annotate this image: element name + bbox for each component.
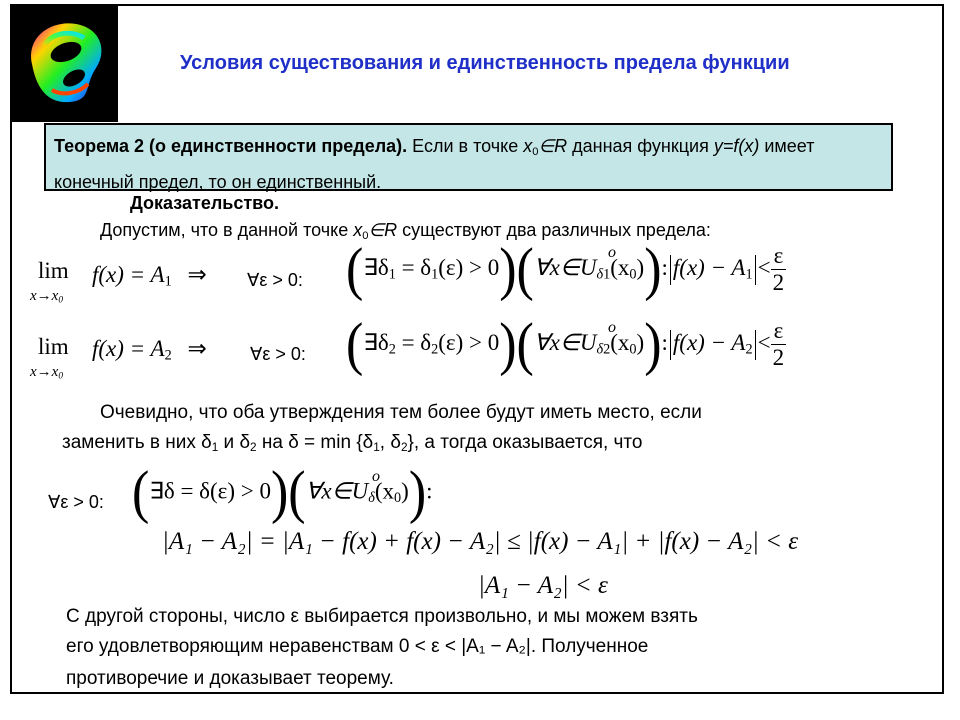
obv-text: на δ = min {δ — [256, 432, 374, 453]
limit-1 — [38, 258, 69, 284]
obv-text: заменить в них δ — [62, 432, 212, 453]
paren: ) — [270, 459, 289, 526]
paren: ) — [499, 236, 517, 302]
suppose-in-r: ∈R — [368, 220, 398, 240]
paren: ( — [346, 236, 364, 302]
implies-symbol: ⇒ — [187, 336, 207, 361]
forall-1: ∀ε > 0: — [247, 270, 303, 290]
lim-a-sub: 2 — [164, 347, 172, 364]
x0-sub: 0 — [629, 266, 637, 283]
delta-sub: 1 — [431, 266, 439, 283]
x0: (x — [374, 478, 395, 504]
abs-sub: 2 — [745, 341, 753, 358]
x0: (x — [610, 329, 630, 355]
close: ) — [636, 329, 645, 355]
limit-2 — [38, 334, 69, 360]
u-sub: δ — [596, 341, 604, 358]
exists-delta: ∃δ = δ(ε) > 0 — [149, 478, 271, 504]
exists-delta: ∃δ — [363, 329, 389, 355]
obv-sub: 1 — [373, 440, 380, 454]
lim-under-sub: 0 — [58, 371, 63, 382]
exists-delta: ∃δ — [363, 254, 389, 280]
theorem-heading: Теорема 2 (о единственности предела). — [54, 136, 408, 156]
frac-den: 2 — [772, 345, 785, 370]
result-inequality: |A₁ − A₂| < ε — [478, 572, 608, 599]
paren: ( — [516, 236, 534, 302]
theorem-text: данная функция — [567, 136, 714, 156]
paren: ) — [644, 236, 662, 302]
suppose-text: существуют два различных предела: — [397, 220, 711, 240]
fraction — [771, 318, 787, 371]
condition-3 — [132, 459, 433, 526]
suppose-x-sub: 0 — [362, 229, 369, 242]
theorem-text: имеет конечный предел, то он единственный. — [54, 136, 815, 192]
paren: ) — [408, 459, 427, 526]
theorem-box — [44, 123, 893, 191]
u-sub: δ — [596, 266, 604, 283]
abs-sub: 1 — [745, 266, 753, 283]
conclusion-line-3: противоречие и доказывает теорему. — [66, 668, 394, 689]
paren: ( — [516, 311, 534, 377]
less-than: < — [757, 254, 771, 280]
delta-sub: 2 — [388, 341, 396, 358]
paren: ) — [499, 311, 517, 377]
u-subsub: 2 — [603, 341, 611, 358]
obv-sub: 2 — [250, 440, 257, 454]
limit-1-under — [30, 288, 63, 305]
lim-operator: lim — [38, 258, 69, 283]
frac-num: ε — [771, 243, 787, 270]
abs-bar — [755, 255, 756, 285]
colon: : — [426, 478, 433, 504]
theorem-text: Если в точке — [407, 136, 524, 156]
fraction — [771, 243, 787, 296]
u-overcircle: o — [608, 319, 616, 336]
x0-sub: 0 — [394, 489, 402, 506]
obviously-line-1: Очевидно, что оба утверждения тем более будут иметь место, если — [100, 402, 702, 423]
suppose-x: x — [353, 220, 363, 240]
forall-x: ∀x∈U — [533, 329, 597, 355]
conclusion-line-2: его удовлетворяющим неравенствам 0 < ε < |A₁ − A₂|. Полученное — [66, 636, 649, 657]
delta-eq: = δ — [395, 254, 432, 280]
abs-expr: f(x) − A — [672, 329, 746, 355]
obv-sub: 2 — [400, 440, 408, 454]
close: ) — [401, 478, 409, 504]
limit-1-expr — [92, 262, 207, 291]
torus-logo-icon — [22, 16, 108, 106]
u-overcircle: o — [608, 244, 616, 261]
forall-x: ∀x∈U — [305, 478, 369, 504]
frac-num: ε — [771, 318, 787, 345]
lim-under: x→x — [30, 288, 59, 304]
colon: : — [661, 254, 668, 280]
condition-2 — [346, 311, 786, 388]
abs-bar — [670, 330, 671, 360]
delta-sub: 1 — [388, 266, 396, 283]
limit-2-under — [30, 364, 63, 381]
colon: : — [661, 329, 668, 355]
forall-x: ∀x∈U — [533, 254, 597, 280]
inequality-chain: |A₁ − A₂| = |A₁ − f(x) + f(x) − A₂| ≤ |f(x) − A₁| + |f(x) − A₂| < ε — [162, 528, 799, 555]
obv-text: , δ — [379, 432, 401, 453]
lim-expression: f(x) = A — [92, 262, 165, 287]
theorem-x-sub: 0 — [532, 145, 539, 158]
slide-title: Условия существования и единственность предела функции — [180, 52, 790, 74]
lim-operator: lim — [38, 334, 69, 359]
theorem-x: x — [523, 136, 533, 156]
suppose-text: Допустим, что в данной точке — [100, 220, 354, 240]
frac-den: 2 — [772, 270, 785, 295]
paren: ) — [644, 311, 662, 377]
obviously-line-2 — [62, 432, 643, 454]
abs-bar — [670, 255, 671, 285]
lim-a-sub: 1 — [164, 273, 172, 290]
lim-under-sub: 0 — [58, 295, 63, 306]
u-sub: δ — [368, 489, 375, 506]
x0: (x — [610, 254, 630, 280]
paren: ( — [346, 311, 364, 377]
lim-expression: f(x) = A — [92, 336, 165, 361]
obv-text: }, а тогда оказывается, что — [407, 432, 643, 453]
limit-2-expr — [92, 336, 207, 365]
conclusion-line-1: С другой стороны, число ε выбирается произвольно, и мы можем взять — [66, 606, 698, 627]
lim-under: x→x — [30, 364, 59, 380]
close: ) — [636, 254, 645, 280]
obv-text: и δ — [218, 432, 251, 453]
paren: ( — [132, 459, 150, 526]
theorem-function: y=f(x) — [713, 136, 760, 156]
x0-sub: 0 — [629, 341, 637, 358]
delta-eps: (ε) > 0 — [438, 254, 500, 280]
abs-bar — [755, 330, 756, 360]
condition-1 — [346, 236, 786, 313]
forall-2: ∀ε > 0: — [250, 344, 306, 364]
obv-sub: 1 — [211, 440, 219, 454]
u-subsub: 1 — [603, 266, 611, 283]
delta-eq: = δ — [395, 329, 432, 355]
forall-3: ∀ε > 0: — [48, 492, 104, 512]
paren: ( — [288, 459, 306, 526]
delta-sub: 2 — [431, 341, 439, 358]
suppose-line — [100, 220, 711, 242]
proof-label: Доказательство. — [130, 193, 279, 213]
less-than: < — [757, 329, 771, 355]
u-overcircle: o — [372, 468, 380, 485]
delta-eps: (ε) > 0 — [438, 329, 500, 355]
implies-symbol: ⇒ — [187, 262, 207, 287]
theorem-in-r: ∈R — [538, 136, 568, 156]
abs-expr: f(x) − A — [672, 254, 746, 280]
